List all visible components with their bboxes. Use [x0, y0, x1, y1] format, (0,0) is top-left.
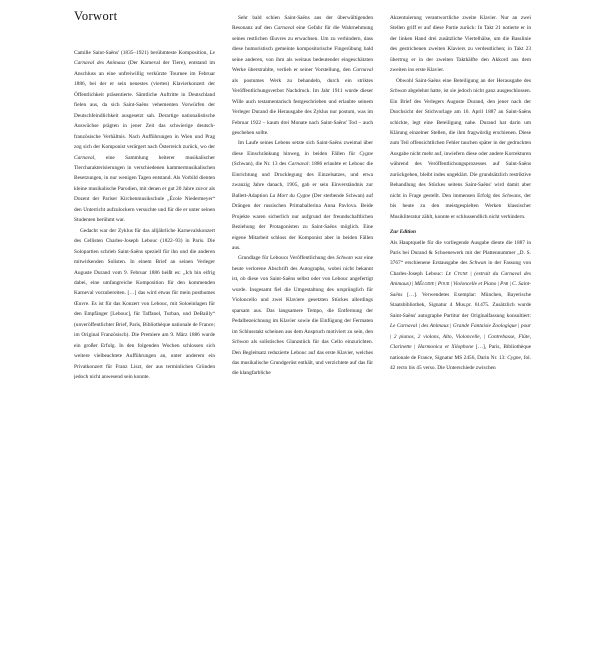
column-3 — [390, 0, 531, 613]
paragraph: Als Hauptquelle für die vorliegende Ausgabe diente die 1887 in Paris bei Durand & Schoenewerk mit der Plattennummer „D. S. 3767“ erschienene Erstausgabe des Schwan in der Fassung von Charles-Joseph Lebouc: Le Cygne | (extrait du Carnaval des Animaux) | MÉlodie | Pour | Violoncelle et Piano | Par | C. Saint-Saëns […]. Verwendetes Exemplar: München, Bayerische Staatsbibliothek, Signatur 4 Mus.pr. 61475. Zusätzlich wurde Saint-Saëns' autographe Partitur der Originalfassung konsultiert: Le Carnaval | des Animaux | Grande Fantaisie Zoologique | pour | 2 pianos, 2 violons, Alto, Violoncelle, | Contrebasse, Flûte, Clarinette | Harmonica et Xilophone […], Paris, Bibliothèque nationale de France, Signatur MS 2456, Darin Nr. 13: Cygne, fol. 42 recto bis 45 verso. Die Unterschiede zwischen — [390, 239, 531, 371]
column-2-body — [232, 13, 373, 379]
paragraph: Grundlage für Leboucs Veröffentlichung des Schwan war eine heute verlorene Abschrift des Autographs, wobei nicht bekannt ist, ob diese von Saint-Saëns selbst oder von Lebouc angefertigt wurde. Insgesamt fiel die Umgestaltung des ursprünglich für Violoncello und zwei Klaviere gesetzten Stückes allerdings sparsam aus. Das langsamere Tempo, die Entfernung der Pedalbezeichnung im Klavier sowie die Einfügung der Fermaten im Schlusstakt scheinen aus dem Anspruch motiviert zu sein, den Schwan als solistisches Glanzstück für das Cello einzurichten. Den Begleitsatz reduzierte Lebouc auf das erste Klavier, welches das musikalische Grundgerüst enthält, und verzichtete auf das für die klangfarbliche — [232, 255, 373, 377]
column-3-body — [390, 13, 531, 373]
paragraph: Im Laufe seines Lebens setzte sich Saint-Saëns zweimal über diese Einschränkung hinweg, in beiden Fällen für Cygne (Schwan), die Nr. 13 des Carnaval: 1886 erlaubte er Lebouc die Einrichtung und Drucklegung des Einzelsatzes, und etwa zwanzig Jahre danach, 1905, gab er sein Einverständnis zur Ballett-Adaption La Mort du Cygne (Der sterbende Schwan) auf Drängen der russischen Primaballerina Anna Pavlova. Beide Projekte waren sicherlich nur aufgrund der freundschaftlichen Beziehung der Protagonisten zu Saint-Saëns möglich. Eine eigene Mitarbeit schloss der Komponist aber in beiden Fällen aus. — [232, 140, 373, 251]
paragraph: Sehr bald schien Saint-Saëns aus der überwältigenden Resonanz auf den Carnaval eine Gefahr für die Wahrnehmung seines restlichen Œuvres zu erwachsen. Um zu verhindern, dass diese humoristisch gemeinte kompositorische Fingerübung bald seine anderen, von ihm als weitaus bedeutender eingeschätzten Werke überstrahlte, verlieh er seiner Vorstellung, den Carnaval als postumes Werk zu behandeln, durch ein striktes Veröffentlichungsverbot Nachdruck. Im Jahr 1911 wurde dieser Wille auch testamentarisch festgeschrieben und erlaubte seinem Verleger Durand die Herausgabe des Zyklus nur postum, was im Februar 1922 – kaum drei Monate nach Saint-Saëns' Tod – auch geschehen sollte. — [232, 15, 373, 136]
column-1 — [74, 0, 215, 648]
paragraph: Obwohl Saint-Saëns eine Beteiligung an der Herausgabe des Schwan abgelehnt hatte, ist sie jedoch nicht ganz ausgeschlossen. Ein Brief des Verlegers Auguste Durand, den jener nach der Durchsicht der Stichvorlage am 16. April 1887 an Saint-Saëns schickte, legt eine Beteiligung nahe. Durand hat darin um Klärung einzelner Stellen, die ihm fragwürdig erschienen. Diese zum Teil offensichtlichen Fehler tauchen später in der gedruckten Ausgabe nicht mehr auf, inwiefern diese oder andere Korrekturen während des Veröffentlichungsprozesses auf Saint-Saëns zurückgehen, bleibt indes ungeklärt. Die grundsätzlich restriktive Behandlung des Stückes seitens Saint-Saëns' wird damit aber nicht in Frage gestellt. Den immensen Erfolg des Schwans, der bis heute zu den meistgespielten Werken klassischer Musikliteratur zählt, konnte er schlussendlich nicht verhindern. — [390, 77, 531, 220]
column-2 — [232, 0, 373, 613]
page-title: Vorwort — [74, 9, 118, 23]
paragraph: Gedacht war der Zyklus für das alljährliche Karnevalskonzert des Cellisten Charles-Joseph Lebouc (1822–93) in Paris. Die Solopartien schrieb Saint-Saëns speziell für ihn und die anderen mitwirkenden Solisten. In einem Brief an seinen Verleger Auguste Durand vom 9. Februar 1886 heißt es: „Ich bin eifrig dabei, eine umfangreiche Komposition für den kommenden Karneval vorzubereiten. […] das wird etwas für mein posthumes Œuvre. Es ist für das Konzert von Lebouc, mit Soloeinlagen für den Empfänger [Lebouc], für Taffanel, Turban, und DeBailly“ (unveröffentlichter Brief, Paris, Bibliothèque nationale de France; im Original Französisch). Die Premiere am 9. März 1886 wurde ein großer Erfolg. In den folgenden Wochen schlossen sich weitere vielbeachtete Aufführungen an, unter anderem ein Privatkonzert für Franz Liszt, der aus terminlichen Gründen jedoch nicht anwesend sein konnte. — [74, 227, 215, 381]
section-subheading: Zur Edition — [390, 229, 416, 236]
column-1-body — [74, 48, 215, 383]
text-columns — [74, 0, 532, 600]
paragraph: Akzentuierung verantwortliche zweite Klavier. Nur an zwei Stellen griff er auf diese Partie zurück: In Takt 21 notierte er in der linken Hand drei zusätzliche Viertelhälse, um die Basslinie des gestrichenen zweiten Klaviers zu verdeutlichen; in Takt 23 übertrug er in der zweiten Takthälfte den Akkord aus dem zweiten ins erste Klavier. — [390, 15, 531, 74]
paragraph: Camille Saint-Saëns' (1835–1921) berühmteste Komposition, Le Carnaval des Animaux (Der Karneval der Tiere), entstand im Anschluss an eine unfreiwillig verkürzte Tournee im Februar 1886, bei der er sein neuestes (viertes) Klavierkonzert der Öffentlichkeit präsentierte. Sämtliche Auftritte in Deutschland fielen aus, da sich Saint-Saëns vehementen Vorwürfen der Deutschfeindlichkeit ausgesetzt sah. Derartige nationalistische Auswüchse prägten in jener Zeit das schwierige deutsch-französische Verhältnis. Nach Aufführungen in Wien und Prag zog sich der Komponist verärgert nach Österreich zurück, wo der Carnaval, eine Sammlung heiterer musikalischer Tiercharakterisierungen in verschiedenen kammermusikalischen Besetzungen, in nur wenigen Tagen entstand. Als Vorbild dienten kleine musikalische Parodien, mit denen er gut 20 Jahre zuvor als Dozent der Pariser Kirchenmusikschule „École Niedermeyer“ den Unterricht aufzulockern versuchte und für die er unter seinen Studenten berühmt war. — [74, 50, 215, 224]
